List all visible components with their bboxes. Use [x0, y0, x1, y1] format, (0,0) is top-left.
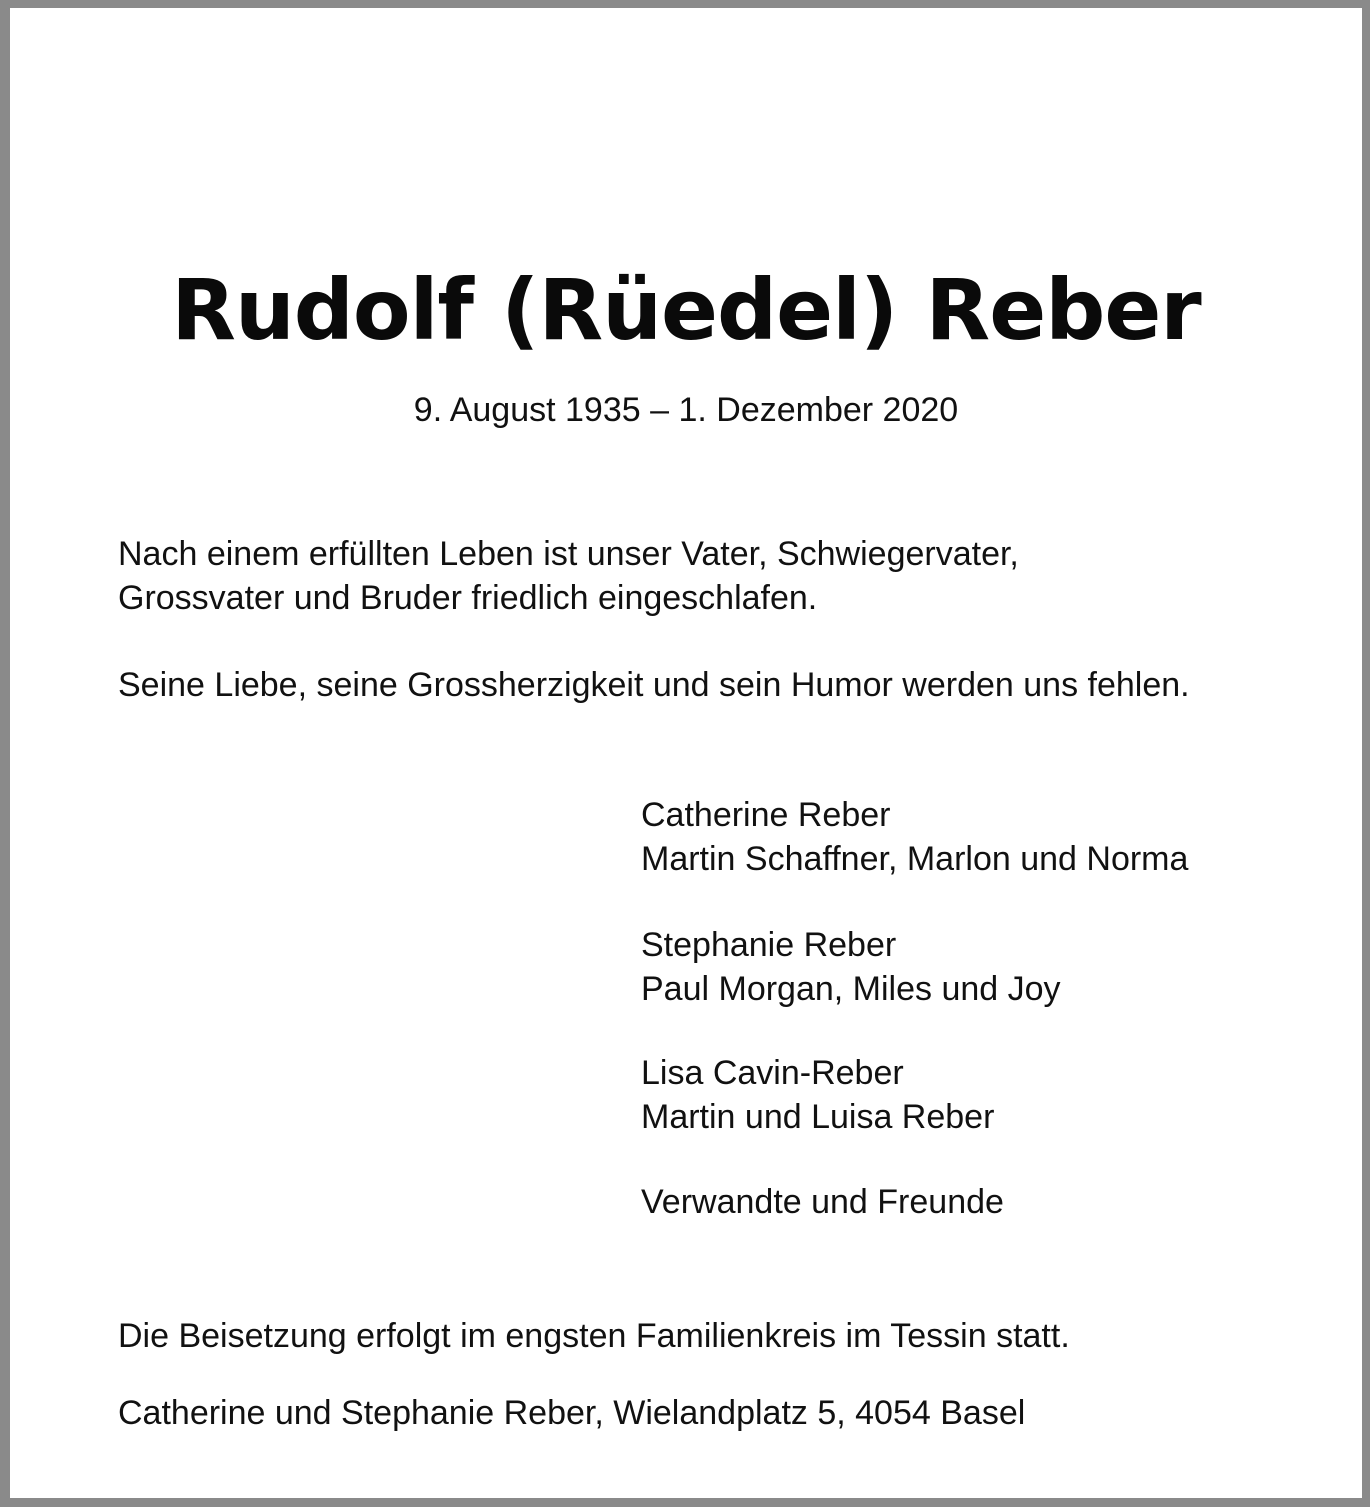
life-dates: 9. August 1935 – 1. Dezember 2020: [413, 391, 959, 429]
burial-notice: Die Beisetzung erfolgt im engsten Familienkreis im Tessin statt.: [118, 1317, 1070, 1355]
family-group: [641, 1180, 1341, 1224]
family-group: [641, 1051, 1341, 1139]
tribute-line: Nach einem erfüllten Leben ist unser Vater, Schwiegervater,: [118, 535, 1019, 573]
contact-address: Catherine und Stephanie Reber, Wielandplatz 5, 4054 Basel: [118, 1394, 1026, 1432]
tribute-line: Grossvater und Bruder friedlich eingeschlafen.: [118, 579, 818, 617]
family-group: [641, 923, 1341, 1011]
obituary-notice: [10, 8, 1362, 1498]
family-group: [641, 793, 1341, 881]
remembrance-paragraph: Seine Liebe, seine Grossherzigkeit und sein Humor werden uns fehlen.: [118, 666, 1190, 704]
family-member: Catherine Reber: [641, 796, 891, 834]
family-member: Verwandte und Freunde: [641, 1183, 1004, 1221]
family-member: Martin Schaffner, Marlon und Norma: [641, 840, 1189, 878]
family-member: Martin und Luisa Reber: [641, 1098, 995, 1136]
family-member: Lisa Cavin-Reber: [641, 1054, 904, 1092]
deceased-name: Rudolf (Rüedel) Reber: [171, 261, 1201, 359]
family-member: Paul Morgan, Miles und Joy: [641, 970, 1061, 1008]
family-member: Stephanie Reber: [641, 926, 897, 964]
tribute-paragraph: [118, 532, 1318, 620]
